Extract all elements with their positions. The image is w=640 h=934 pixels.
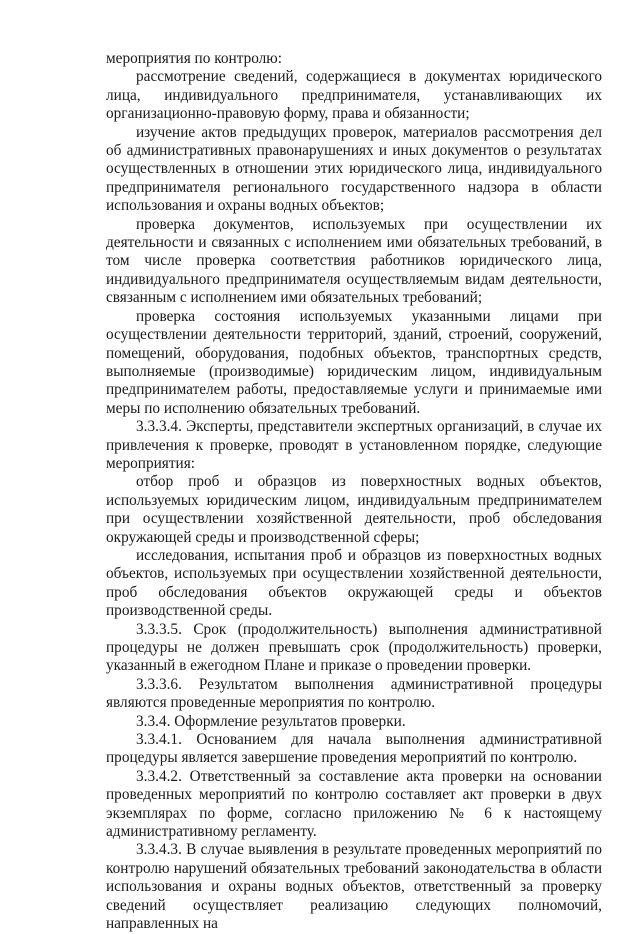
paragraph-3-3-4-3: 3.3.4.3. В случае выявления в результате проведенных мероприятий по контролю нарушений обязательных требований законодательства в области использования и охраны водных объектов, ответственный за проверку сведений осуществляет реализацию следующих полномочий, направленных на xyxy=(106,841,602,933)
paragraph-3-3-4: 3.3.4. Оформление результатов проверки. xyxy=(136,712,406,730)
paragraph-review-documents: рассмотрение сведений, содержащиеся в документах юридического лица, индивидуального предпринимателя, устанавливающих их организационно-правовую форму, права и обязанности; xyxy=(106,68,602,123)
paragraph-3-3-4-1: 3.3.4.1. Основанием для начала выполнения административной процедуры является завершение проведения мероприятий по контролю. xyxy=(106,731,602,767)
paragraph-3-3-4-2: 3.3.4.2. Ответственный за составление акта проверки на основании проведенных мероприятий по контролю составляет акт проверки в двух экземплярах по форме, согласно приложению № 6 к настоящему административному регламенту. xyxy=(106,767,602,841)
paragraph-check-documents: проверка документов, используемых при осуществлении их деятельности и связанных с исполнением ими обязательных требований, в том числе проверка соответствия работников юридического лица, индивидуального предпринимателя осуществляемым видам деятельности, связанным с исполнением ими обязательных требований; xyxy=(106,215,602,307)
paragraph-sampling: отбор проб и образцов из поверхностных водных объектов, используемых юридическим лицом, индивидуальным предпринимателем при осуществлении хозяйственной деятельности, проб обследования окружающей среды и производственной сферы; xyxy=(106,473,602,546)
paragraph-3-3-3-6: 3.3.3.6. Результатом выполнения административной процедуры являются проведенные мероприятия по контролю. xyxy=(106,675,602,712)
document-body xyxy=(106,50,602,934)
paragraph-study-acts: изучение актов предыдущих проверок, материалов рассмотрения дел об административных правонарушениях и иных документов о результатах осуществленных в отношении этих юридического лица, индивидуального предпринимателя регионального государственного надзора в области использования и охраны водных объектов; xyxy=(106,123,602,215)
paragraph-testing: исследования, испытания проб и образцов из поверхностных водных объектов, используемых при осуществлении хозяйственной деятельности, проб обследования объектов окружающей среды и объектов производственной среды. xyxy=(106,546,602,620)
paragraph-3-3-3-4: 3.3.3.4. Эксперты, представители экспертных организаций, в случае их привлечения к проверке, проводят в установленном порядке, следующие мероприятия: xyxy=(106,418,602,472)
paragraph-continuation: мероприятия по контролю: xyxy=(106,50,282,67)
paragraph-3-3-3-5: 3.3.3.5. Срок (продолжительность) выполнения административной процедуры не должен превышать срок (продолжительность) проверки, указанный в ежегодном Плане и приказе о проведении проверки. xyxy=(106,620,602,675)
paragraph-check-territories: проверка состояния используемых указанными лицами при осуществлении деятельности территорий, зданий, строений, сооружений, помещений, оборудования, подобных объектов, транспортных средств, выполняемые (производимые) юридическим лицом, индивидуальным предпринимателем работы, предоставляемые услуги и принимаемые ими меры по исполнению обязательных требований. xyxy=(106,307,602,417)
